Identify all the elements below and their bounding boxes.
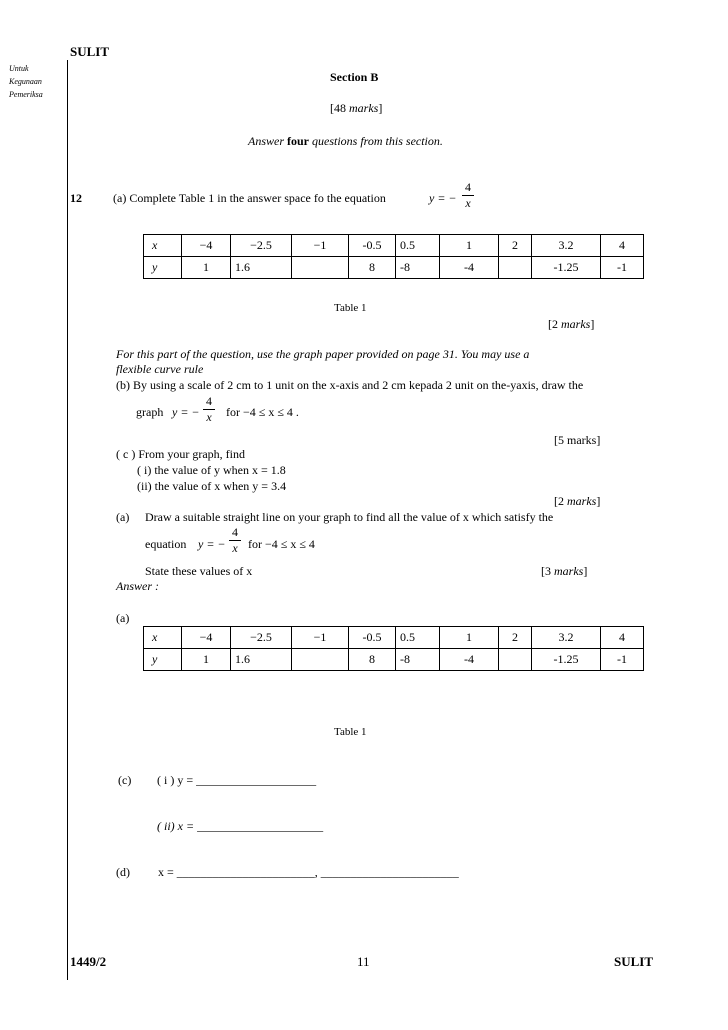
- equation-lhs: y = −: [198, 537, 226, 551]
- footer-sulit: SULIT: [614, 954, 654, 969]
- part-c-ii: (ii) the value of x when y = 3.4: [137, 479, 287, 493]
- answer-table-caption: Table 1: [334, 726, 367, 738]
- table-caption: Table 1: [334, 302, 367, 314]
- part-c-title: ( c ) From your graph, find: [116, 447, 245, 461]
- part-d-state: State these values of x: [145, 564, 253, 578]
- table-cell: 0.5: [396, 627, 440, 649]
- part-b-graph: graph: [136, 405, 164, 419]
- table-cell: 1: [440, 627, 499, 649]
- table-cell: 1: [182, 257, 231, 279]
- table-cell: 0.5: [396, 235, 440, 257]
- table-cell: −1: [292, 627, 349, 649]
- marks-d: [3 marks]: [541, 564, 588, 578]
- table-cell: 8: [349, 649, 396, 671]
- table-row: [144, 627, 644, 649]
- page-number: 11: [357, 954, 370, 969]
- table-cell: y: [144, 257, 182, 279]
- marks-a: [2 marks]: [548, 317, 595, 331]
- table-cell: 3.2: [532, 627, 601, 649]
- graph-note: For this part of the question, use the graph paper provided on page 31. You may use a: [116, 347, 530, 361]
- table-cell: -8: [396, 649, 440, 671]
- table-cell: -8: [396, 257, 440, 279]
- equation-fraction: [229, 526, 241, 555]
- marks-b: [5 marks]: [554, 433, 601, 447]
- question-number: 12: [70, 191, 82, 205]
- fraction-denominator: x: [465, 196, 471, 210]
- table-cell: y: [144, 649, 182, 671]
- answer-a-label: (a): [116, 611, 130, 625]
- table-cell: -1.25: [532, 257, 601, 279]
- table-cell: [292, 257, 349, 279]
- section-marks: [48 marks]: [330, 101, 383, 115]
- table-cell: 1.6: [231, 649, 292, 671]
- table-cell: [499, 649, 532, 671]
- fraction-denominator: x: [232, 541, 238, 555]
- equation-fraction: [462, 181, 474, 210]
- table-cell: -0.5: [349, 627, 396, 649]
- table-cell: -0.5: [349, 235, 396, 257]
- graph-note: flexible curve rule: [116, 362, 204, 376]
- table-row: [144, 257, 644, 279]
- margin-line: [67, 60, 68, 980]
- table-cell: −1: [292, 235, 349, 257]
- table-cell: -1.25: [532, 649, 601, 671]
- section-title: Section B: [330, 70, 379, 84]
- table-cell: -4: [440, 257, 499, 279]
- answer-c-ii: ( ii) x = _____________________: [157, 819, 324, 833]
- table-row: [144, 649, 644, 671]
- table-cell: x: [144, 235, 182, 257]
- side-note-line: Kegunaan: [9, 77, 42, 86]
- table-cell: −4: [182, 235, 231, 257]
- equation-lhs: y = −: [429, 191, 457, 205]
- answer-label: Answer :: [116, 579, 159, 593]
- table-cell: 1.6: [231, 257, 292, 279]
- marks-c: [2 marks]: [554, 494, 601, 508]
- fraction-numerator: 4: [465, 180, 471, 194]
- fraction-denominator: x: [206, 410, 212, 424]
- table-cell: 2: [499, 235, 532, 257]
- part-d-range: for −4 ≤ x ≤ 4: [248, 537, 315, 551]
- side-note-line: Untuk: [9, 64, 29, 73]
- part-a-text: (a) Complete Table 1 in the answer space fo the equation: [113, 191, 386, 205]
- table-cell: -1: [601, 257, 644, 279]
- table-cell: -4: [440, 649, 499, 671]
- fraction-numerator: 4: [206, 394, 212, 408]
- table-cell: 4: [601, 235, 644, 257]
- answer-d-label: (d): [116, 865, 130, 879]
- section-instruction: Answer four questions from this section.: [248, 134, 443, 148]
- answer-c-label: (c): [118, 773, 132, 787]
- table-cell: -1: [601, 649, 644, 671]
- part-d-label: (a): [116, 510, 130, 524]
- footer-code: 1449/2: [70, 954, 107, 969]
- table-cell: −2.5: [231, 235, 292, 257]
- table-cell: −4: [182, 627, 231, 649]
- table-cell: 1: [440, 235, 499, 257]
- side-note: [9, 62, 43, 101]
- side-note-line: Pemeriksa: [9, 90, 43, 99]
- part-c-i: ( i) the value of y when x = 1.8: [137, 463, 286, 477]
- table-cell: 2: [499, 627, 532, 649]
- part-b-text: (b) By using a scale of 2 cm to 1 unit on the x-axis and 2 cm kepada 2 unit on the-yaxis, draw the: [116, 378, 584, 392]
- answer-table: [143, 626, 644, 671]
- equation-lhs: y = −: [172, 405, 200, 419]
- table-cell: 8: [349, 257, 396, 279]
- header-sulit: SULIT: [70, 44, 110, 59]
- question-table: [143, 234, 644, 279]
- fraction-numerator: 4: [232, 525, 238, 539]
- table-cell: 4: [601, 627, 644, 649]
- table-cell: x: [144, 627, 182, 649]
- table-cell: 1: [182, 649, 231, 671]
- table-cell: [499, 257, 532, 279]
- table-cell: −2.5: [231, 627, 292, 649]
- answer-d-line: x = _______________________, _______________________: [158, 865, 459, 879]
- part-d-text: Draw a suitable straight line on your graph to find all the value of x which satisfy the: [145, 510, 554, 524]
- table-cell: [292, 649, 349, 671]
- table-cell: 3.2: [532, 235, 601, 257]
- table-row: [144, 235, 644, 257]
- equation-fraction: [203, 395, 215, 424]
- part-d-equation: equation: [145, 537, 187, 551]
- part-b-range: for −4 ≤ x ≤ 4 .: [226, 405, 299, 419]
- answer-c-i: ( i ) y = ____________________: [157, 773, 317, 787]
